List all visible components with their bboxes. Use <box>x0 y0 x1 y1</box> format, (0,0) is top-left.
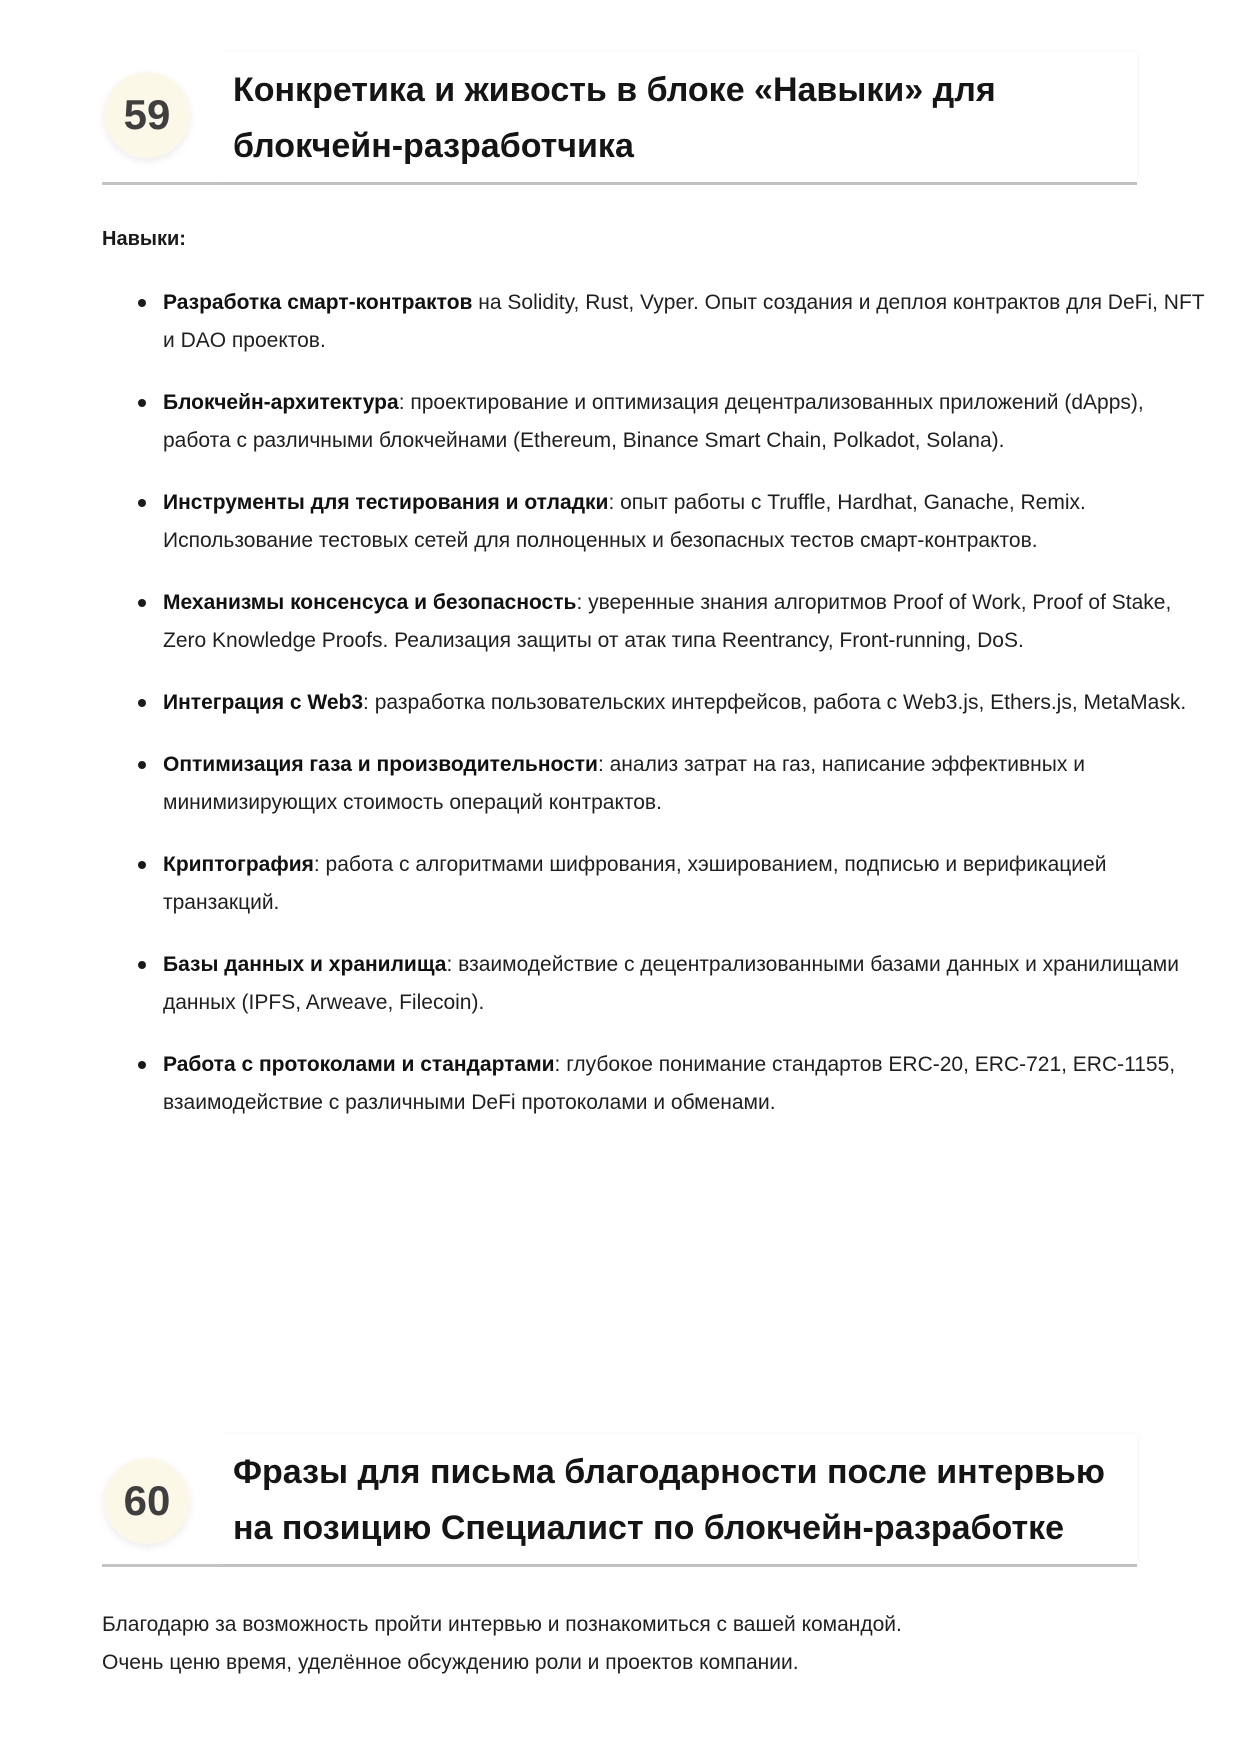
item-text: на Solidity, Rust, Vyper. Опыт создания и деплоя контрактов для DeFi, NFT и DAO проектов. <box>163 291 1205 352</box>
bullet-icon <box>138 1061 146 1069</box>
item-bold: Базы данных и хранилища <box>163 953 447 976</box>
list-item <box>163 946 1209 1022</box>
bullet-icon <box>138 599 146 607</box>
bullet-icon <box>138 399 146 407</box>
list-item <box>163 384 1209 460</box>
item-text: : проектирование и оптимизация децентрализованных приложений (dApps), работа с различными блокчейнами (Ethereum, Binance Smart Chain, Polkadot, Solana). <box>163 391 1144 452</box>
paragraph-line: Очень ценю время, уделённое обсуждению роли и проектов компании. <box>102 1651 799 1674</box>
item-text: : разработка пользовательских интерфейсов, работа с Web3.js, Ethers.js, MetaMask. <box>363 691 1187 714</box>
section-title: Конкретика и живость в блоке «Навыки» для блокчейн-разработчика <box>233 71 996 165</box>
item-text: : работа с алгоритмами шифрования, хэшированием, подписью и верификацией транзакций. <box>163 853 1107 914</box>
skills-label: Навыки: <box>102 228 186 250</box>
item-text: : опыт работы с Truffle, Hardhat, Ganache, Remix. Использование тестовых сетей для полноценных и безопасных тестов смарт-контрактов. <box>163 491 1086 552</box>
section-number-badge: 60 <box>104 1458 190 1544</box>
bullet-icon <box>138 699 146 707</box>
item-bold: Криптография <box>163 853 314 876</box>
section-59-header <box>102 52 1137 185</box>
list-item <box>163 684 1209 722</box>
list-item <box>163 846 1209 922</box>
item-bold: Оптимизация газа и производительности <box>163 753 598 776</box>
item-bold: Инструменты для тестирования и отладки <box>163 491 609 514</box>
item-text: : взаимодействие с децентрализованными базами данных и хранилищами данных (IPFS, Arweave, Filecoin). <box>163 953 1179 1014</box>
bullet-icon <box>138 499 146 507</box>
section-title: Фразы для письма благодарности после интервью на позицию Специалист по блокчейн-разработке <box>233 1453 1105 1547</box>
thank-you-paragraph <box>102 1606 1142 1682</box>
item-text: : глубокое понимание стандартов ERC-20, ERC-721, ERC-1155, взаимодействие с различными DeFi протоколами и обменами. <box>163 1053 1176 1114</box>
bullet-icon <box>138 961 146 969</box>
list-item <box>163 484 1209 560</box>
section-number-badge: 59 <box>104 72 190 158</box>
item-bold: Интеграция с Web3 <box>163 691 364 714</box>
item-bold: Разработка смарт-контрактов <box>163 291 473 314</box>
item-bold: Механизмы консенсуса и безопасность <box>163 591 577 614</box>
item-text: : уверенные знания алгоритмов Proof of Work, Proof of Stake, Zero Knowledge Proofs. Реализация защиты от атак типа Reentrancy, Front-running, DoS. <box>163 591 1172 652</box>
bullet-icon <box>138 299 146 307</box>
bullet-icon <box>138 761 146 769</box>
item-bold: Блокчейн-архитектура <box>163 391 399 414</box>
section-60-header <box>102 1434 1137 1567</box>
item-bold: Работа с протоколами и стандартами <box>163 1053 555 1076</box>
list-item <box>163 1046 1209 1122</box>
item-text: : анализ затрат на газ, написание эффективных и минимизирующих стоимость операций контрактов. <box>163 753 1085 814</box>
paragraph-line: Благодарю за возможность пройти интервью и познакомиться с вашей командой. <box>102 1613 902 1636</box>
list-item <box>163 746 1209 822</box>
bullet-icon <box>138 861 146 869</box>
skills-list <box>102 284 1209 1146</box>
list-item <box>163 284 1209 360</box>
list-item <box>163 584 1209 660</box>
